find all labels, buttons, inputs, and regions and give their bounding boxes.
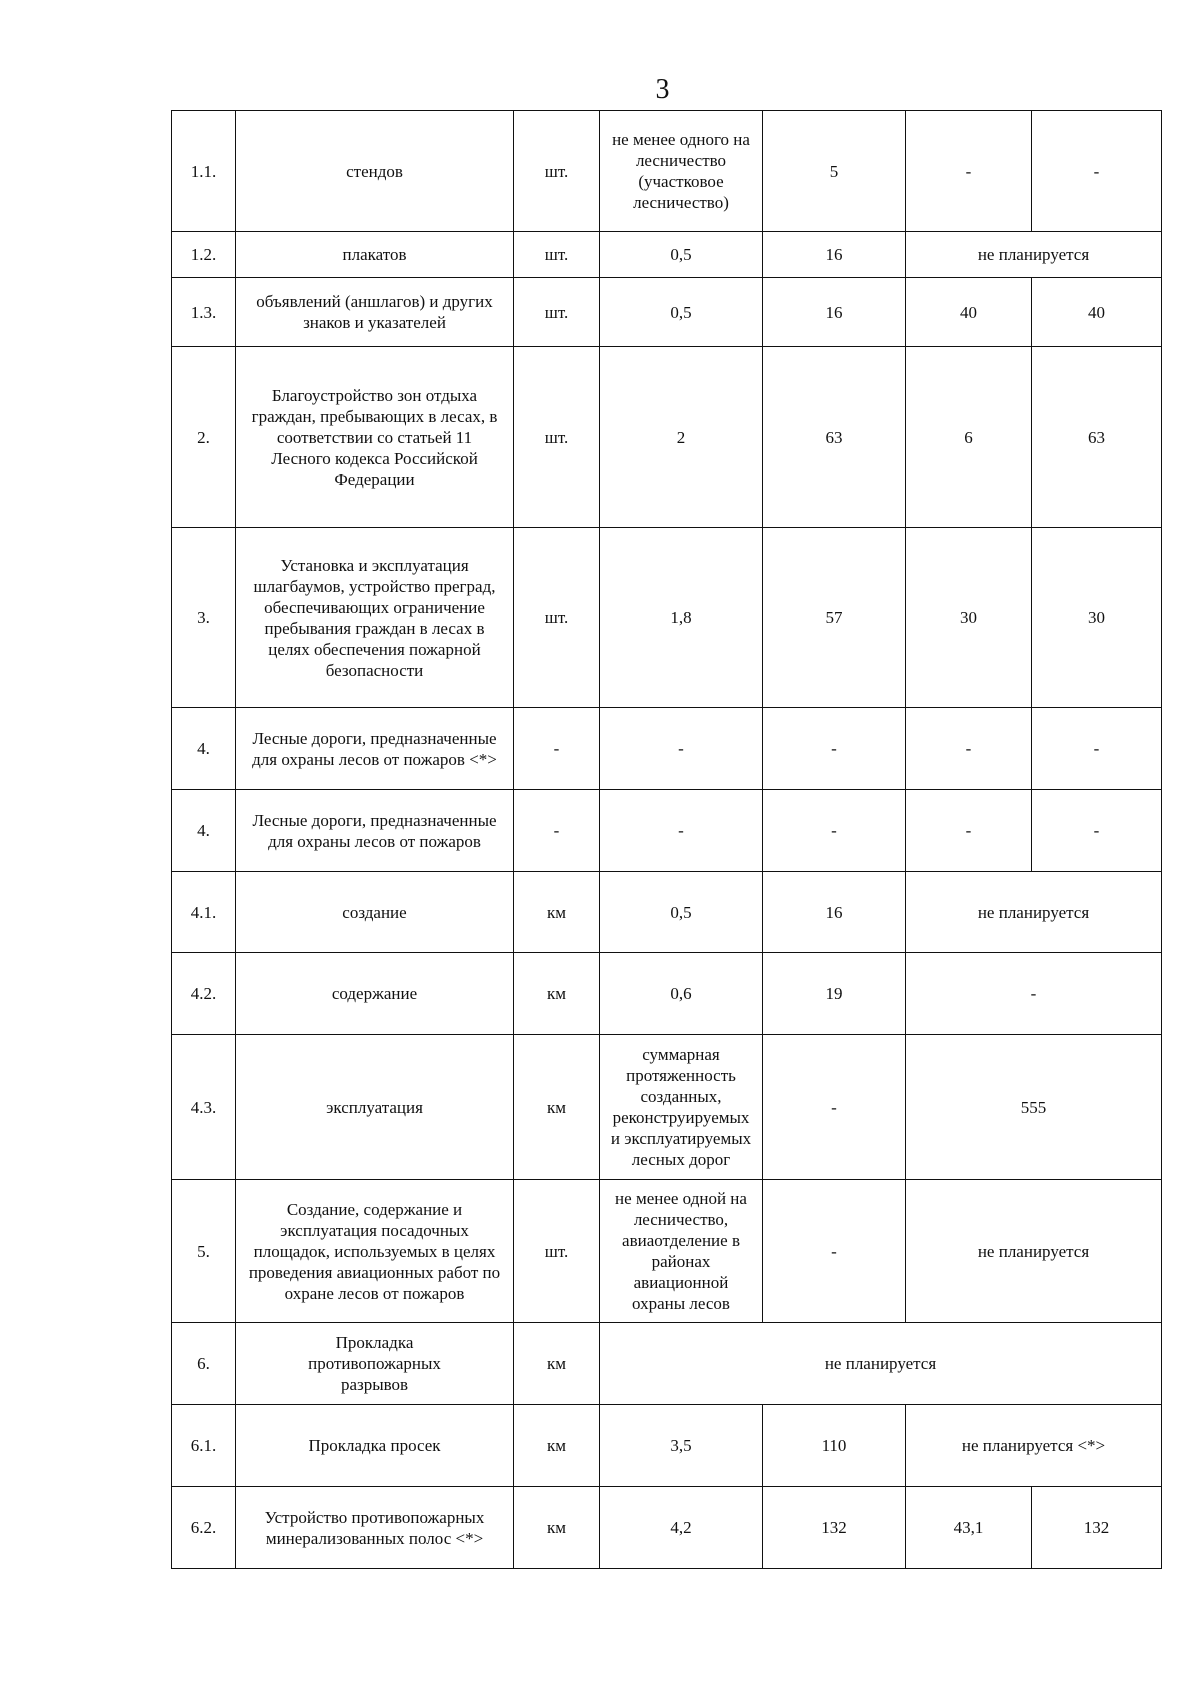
row-name: стендов [236,111,514,232]
row-unit: шт. [514,528,600,708]
row-name: Прокладка противопожарных разрывов [236,1323,514,1405]
row-plan-2: - [1032,111,1162,232]
row-norm: - [600,708,763,790]
table-row [172,111,1162,232]
row-unit: км [514,1323,600,1405]
row-number: 4.2. [172,953,236,1035]
table-row [172,278,1162,347]
row-plan-2: 30 [1032,528,1162,708]
row-number: 6.1. [172,1405,236,1487]
row-norm: 0,5 [600,232,763,278]
row-plan-2: - [1032,790,1162,872]
row-number: 4.3. [172,1035,236,1180]
row-norm: 2 [600,347,763,528]
row-rest-merged: не планируется [600,1323,1162,1405]
row-unit: шт. [514,1180,600,1323]
table-row [172,872,1162,953]
row-total: - [763,708,906,790]
row-norm: 0,5 [600,872,763,953]
row-unit: - [514,790,600,872]
row-plan-merged: не планируется [906,232,1162,278]
table-row [172,790,1162,872]
row-number: 2. [172,347,236,528]
row-plan-1: 43,1 [906,1487,1032,1569]
row-unit: км [514,1405,600,1487]
table-row [172,1323,1162,1405]
row-unit: км [514,872,600,953]
row-number: 5. [172,1180,236,1323]
row-plan-1: 6 [906,347,1032,528]
row-name: объявлений (аншлагов) и других знаков и указателей [236,278,514,347]
row-unit: - [514,708,600,790]
row-norm: 0,5 [600,278,763,347]
page-number: 3 [655,74,670,105]
row-norm: 1,8 [600,528,763,708]
table-row [172,347,1162,528]
row-total: 132 [763,1487,906,1569]
measures-table [171,110,1162,1569]
row-total: - [763,790,906,872]
table-row [172,1180,1162,1323]
row-norm: не менее одной на лесничество, авиаотделение в районах авиационной охраны лесов [600,1180,763,1323]
row-name: Установка и эксплуатация шлагбаумов, устройство преград, обеспечивающих ограничение пребывания граждан в лесах в целях обеспечения пожарной безопасности [236,528,514,708]
row-unit: шт. [514,111,600,232]
row-unit: шт. [514,232,600,278]
row-name: Благоустройство зон отдыха граждан, пребывающих в лесах, в соответствии со статьей 11 Лесного кодекса Российской Федерации [236,347,514,528]
row-unit: шт. [514,278,600,347]
row-plan-1: - [906,111,1032,232]
table-row [172,1487,1162,1569]
row-name: Создание, содержание и эксплуатация посадочных площадок, используемых в целях проведения авиационных работ по охране лесов от пожаров [236,1180,514,1323]
row-plan-merged: - [906,953,1162,1035]
row-total: 16 [763,278,906,347]
row-plan-1: 40 [906,278,1032,347]
row-number: 4. [172,708,236,790]
row-unit: км [514,1487,600,1569]
row-plan-merged: не планируется [906,872,1162,953]
row-plan-1: - [906,708,1032,790]
row-name: плакатов [236,232,514,278]
row-total: 16 [763,872,906,953]
row-name: Прокладка просек [236,1405,514,1487]
row-number: 6. [172,1323,236,1405]
row-total: 110 [763,1405,906,1487]
row-number: 4. [172,790,236,872]
row-norm: 4,2 [600,1487,763,1569]
row-plan-2: 63 [1032,347,1162,528]
row-norm: не менее одного на лесничество (участковое лесничество) [600,111,763,232]
row-plan-2: 40 [1032,278,1162,347]
row-plan-2: - [1032,708,1162,790]
row-name: Лесные дороги, предназначенные для охраны лесов от пожаров [236,790,514,872]
row-number: 1.2. [172,232,236,278]
row-number: 1.3. [172,278,236,347]
table-row [172,528,1162,708]
table-row [172,953,1162,1035]
row-total: 16 [763,232,906,278]
row-norm: суммарная протяженность созданных, реконструируемых и эксплуатируемых лесных дорог [600,1035,763,1180]
row-number: 1.1. [172,111,236,232]
row-name: Лесные дороги, предназначенные для охраны лесов от пожаров <*> [236,708,514,790]
row-total: 19 [763,953,906,1035]
row-name: эксплуатация [236,1035,514,1180]
table-row [172,1405,1162,1487]
row-total: 57 [763,528,906,708]
row-norm: - [600,790,763,872]
row-unit: км [514,1035,600,1180]
row-plan-2: 132 [1032,1487,1162,1569]
row-unit: км [514,953,600,1035]
row-name: Устройство противопожарных минерализованных полос <*> [236,1487,514,1569]
row-name: создание [236,872,514,953]
table-row [172,708,1162,790]
row-name: содержание [236,953,514,1035]
row-plan-1: 30 [906,528,1032,708]
row-plan-1: - [906,790,1032,872]
table-row [172,1035,1162,1180]
row-unit: шт. [514,347,600,528]
row-total: - [763,1035,906,1180]
row-number: 6.2. [172,1487,236,1569]
row-total: 5 [763,111,906,232]
row-plan-merged: не планируется <*> [906,1405,1162,1487]
row-total: 63 [763,347,906,528]
row-plan-merged: 555 [906,1035,1162,1180]
row-total: - [763,1180,906,1323]
row-plan-merged: не планируется [906,1180,1162,1323]
row-norm: 0,6 [600,953,763,1035]
row-number: 3. [172,528,236,708]
table-row [172,232,1162,278]
row-norm: 3,5 [600,1405,763,1487]
row-number: 4.1. [172,872,236,953]
